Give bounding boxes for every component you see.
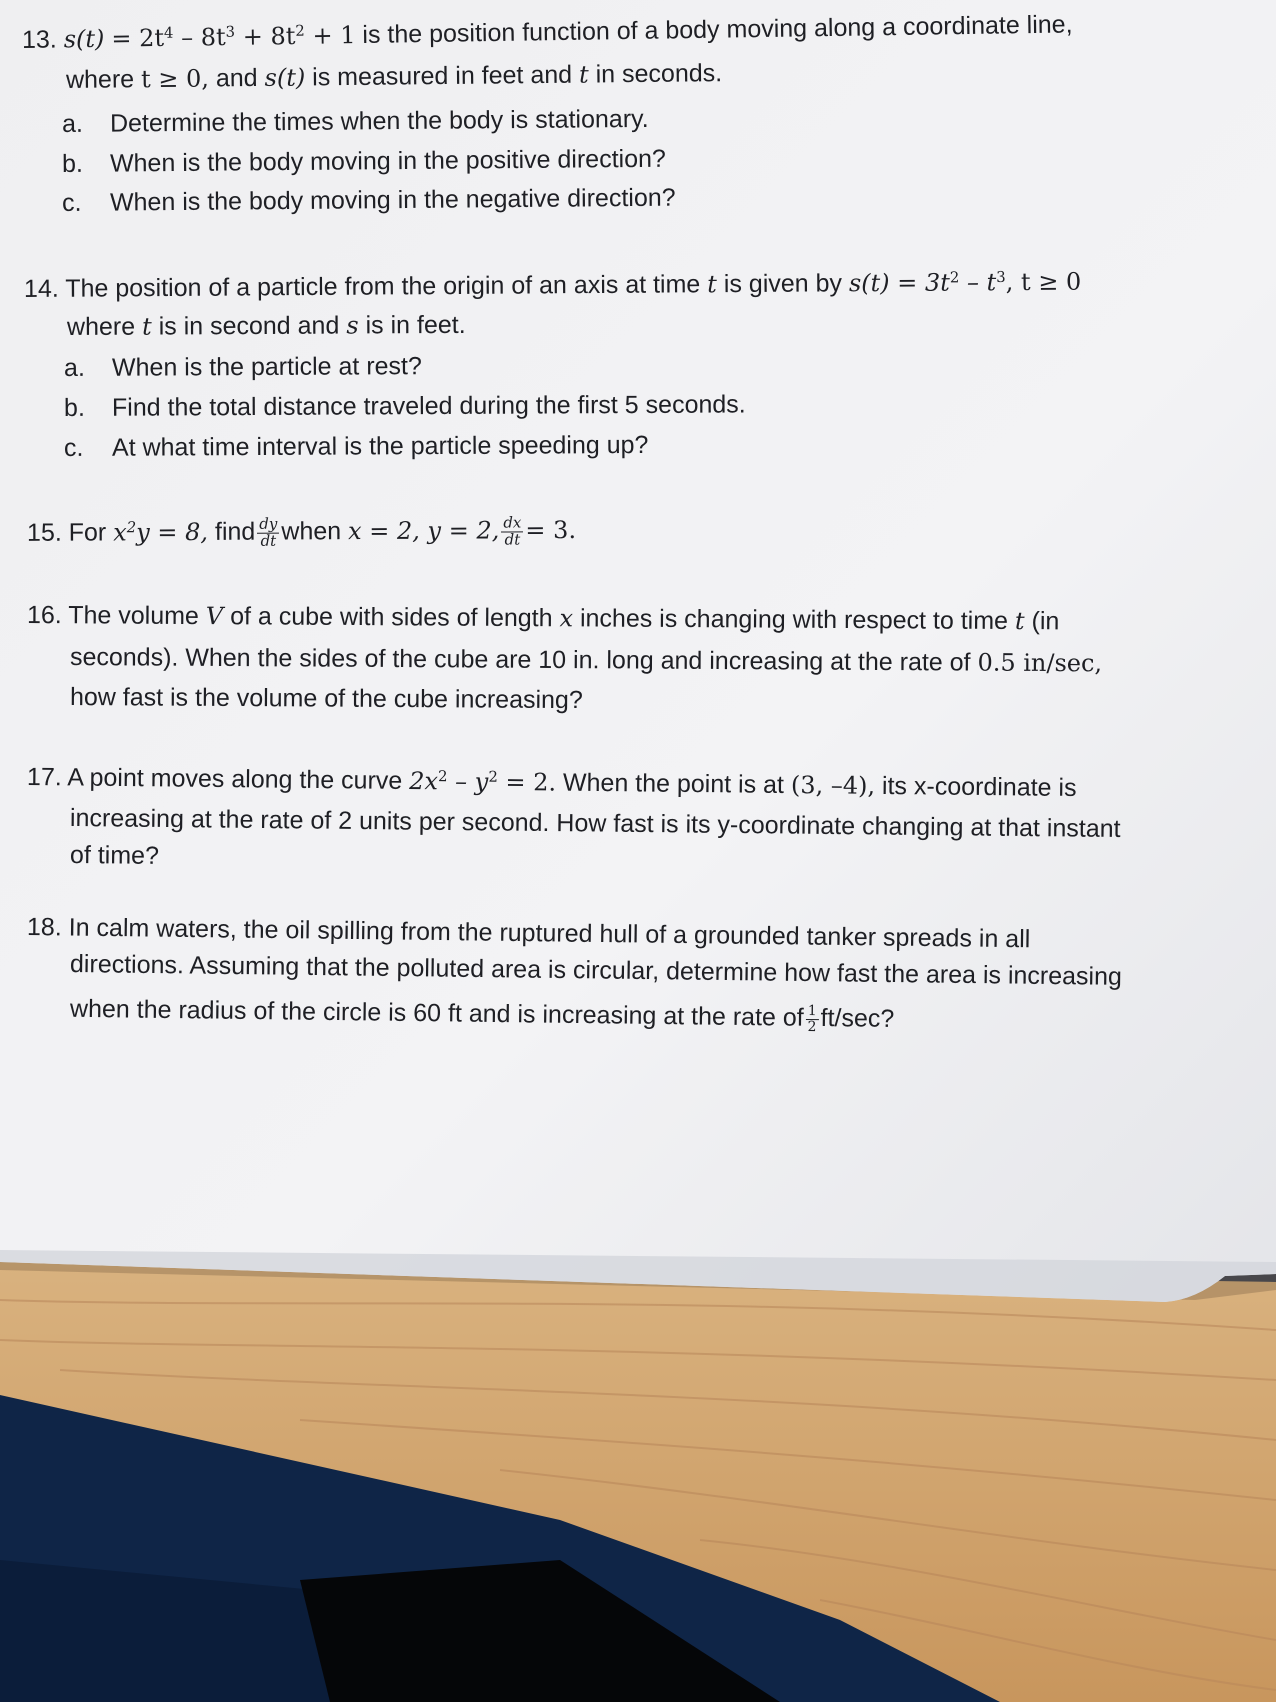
problem-17-line-3: of time? (69, 841, 160, 870)
problem-number: 13. (21, 25, 57, 54)
part-text: When is the particle at rest? (111, 352, 422, 382)
part-label: a. (63, 353, 85, 382)
problem-16-line-2: seconds). When the sides of the cube are 10 in. long and increasing at the rate of 0.5 in/sec, (69, 643, 1103, 678)
part-c (61, 183, 676, 217)
part-label: b. (61, 149, 83, 178)
part-b (61, 144, 666, 178)
problem-14-line-2: where t is in second and s is in feet. (66, 310, 466, 341)
part-c (63, 430, 649, 462)
part-text: Find the total distance traveled during the first 5 seconds. (111, 390, 746, 422)
problem-16-line-1: 16. The volume V of a cube with sides of length x inches is changing with respect to time t (in (26, 601, 1060, 636)
part-label: c. (63, 433, 84, 462)
part-a (64, 354, 422, 381)
problem-17-line-2: increasing at the rate of 2 units per second. How fast is its y-coordinate changing at that instant (69, 804, 1121, 844)
problem-number: 17. (26, 763, 62, 792)
math-expression: s(t) (63, 24, 105, 54)
problem-18-line-2: directions. Assuming that the polluted area is circular, determine how fast the area is increasing (69, 950, 1123, 991)
math-expression: $2x^2 - y^2 = 2$. (409, 767, 557, 797)
part-label: c. (61, 188, 82, 217)
problem-text: is the position function of a body moving along a coordinate line, (362, 10, 1073, 49)
math-expression: $x^2y = 8$, (113, 517, 209, 547)
problem-number: 15. (26, 518, 62, 547)
derivative-dy-dt: $\frac{dy}{dt}$ (257, 517, 279, 550)
part-label: b. (63, 393, 85, 422)
part-text: When is the body moving in the positive direction? (109, 144, 666, 178)
fraction-one-half: $\frac{1}{2}$ (807, 1003, 817, 1035)
problem-18-line-3: when the radius of the circle is 60 ft and is increasing at the rate of $\frac{1}{2}$ ft/sec? (69, 994, 895, 1035)
part-label: a. (61, 109, 83, 138)
problem-16-line-3: how fast is the volume of the cube increasing? (69, 683, 583, 715)
math-expression: = $2t^4 - 8t^3 + 8t^2 + 1$ (111, 21, 356, 53)
problem-18-line-1: 18. In calm waters, the oil spilling from the ruptured hull of a grounded tanker spreads in all (26, 913, 1031, 954)
part-text: Determine the times when the body is stationary. (109, 104, 649, 138)
part-text: When is the body moving in the negative direction? (109, 183, 676, 217)
problem-13-line-2: where t ≥ 0, and s(t) is measured in feet and t in seconds. (65, 59, 723, 94)
math-expression: t ≥ 0, (140, 64, 210, 94)
part-b (64, 392, 746, 421)
math-expression: $s(t) = 3t^2 - t^3$, t ≥ 0 (848, 267, 1082, 298)
problem-number: 18. (26, 913, 62, 942)
problem-number: 14. (23, 274, 59, 303)
part-text: At what time interval is the particle speeding up? (111, 430, 649, 462)
part-a (61, 104, 649, 138)
problem-17-line-1: 17. A point moves along the curve $2x^2 - y^2 = 2$. When the point is at (3, –4), its x-coordinate is (26, 763, 1077, 802)
problem-number: 16. (26, 601, 62, 630)
problem-13-line-1 (22, 12, 1073, 53)
problem-14-line-1: 14. The position of a particle from the origin of an axis at time t is given by $s(t) = 3t^2 - t^3$, t ≥ 0 (23, 267, 1082, 303)
math-expression: s(t) (264, 63, 306, 92)
problem-15-line-1: 15. For $x^2y = 8$, find $\frac{dy}{dt}$ when x = 2, y = 2, $\frac{dx}{dt}$ = 3. (26, 513, 577, 550)
derivative-dx-dt: $\frac{dx}{dt}$ (501, 515, 523, 548)
